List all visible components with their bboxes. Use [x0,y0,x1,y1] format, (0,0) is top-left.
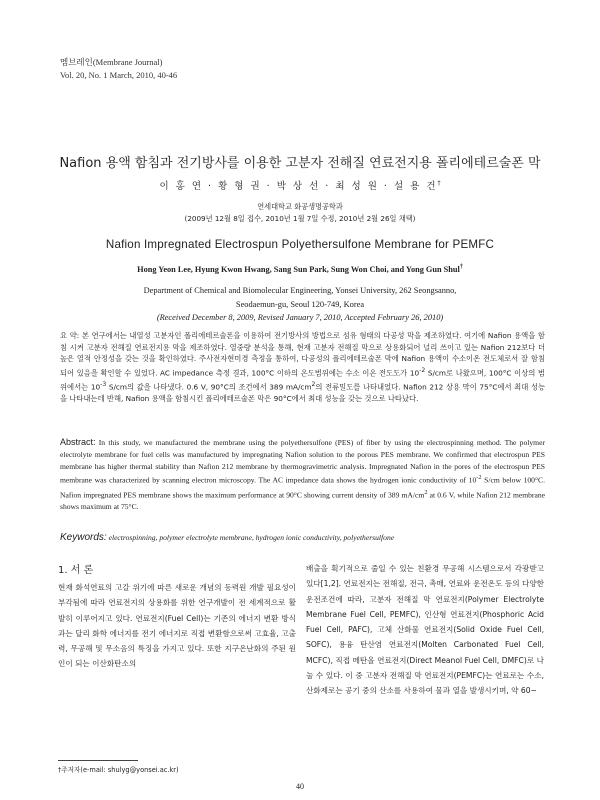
keywords-text: electrospinning, polymer electrolyte membrane, hydrogen ionic conductivity, polyethersulfone [106,533,395,542]
korean-author-mark: † [437,179,441,187]
footnote: †주저자(e-mail: shulyg@yonsei.ac.kr) [58,766,179,774]
english-abstract-text: In this study, we manufactured the membrane using the polyethersulfone (PES) of fiber by using the electrospinning method. The polymer electrolyte membrane for fuel cells was manufactured by impregnating Nafion solution to the porous PES membrane. We confirmed that electrospun PES membrane has higher thermal stability than Nafion 212 membrane by thermogravimetric analysis. Impregnated Nafion in the pores of the electrospun PES membrane was characterized by scanning electron microscopy. The AC impedance data shows the hydrogen ionic conductivity of 10 [60,438,545,485]
english-abstract-text2: S/cm below 100°C. Nafion impregnated PES membrane shows the maximum performance at 90°C showing current density of 389 mA/cm [60,475,545,500]
english-authors [40,264,560,274]
keywords-label: Keywords: [60,532,107,543]
english-author-mark: † [459,264,463,270]
english-abstract-label: Abstract: [60,437,96,447]
korean-title: Nafion 용액 함침과 전기방사를 이용한 고분자 전해질 연료전지용 폴리에테르술폰 막 [59,156,541,171]
english-title: Nafion Impregnated Electrospun Polyethersulfone Membrane for PEMFC [105,238,495,251]
english-affil-line1: Department of Chemical and Biomolecular Engineering, Yonsei University, 262 Seongsanno, [143,286,457,295]
journal-header [60,56,177,82]
korean-affiliation [40,201,560,225]
body-right-column: 배출을 획기적으로 줄일 수 있는 친환경 무공해 시스템으로서 각광받고 있다[1,2]. 연료전지는 전해질, 전극, 촉매, 연료와 운전온도 등의 다양한 운전조건에 따라, 고분자 전해질 막 연료전지(Polymer Electrolyte Membrane Fuel Cell, PEMFC), 인산형 연료전지(Phosphoric Acid Fuel Cell, PAFC), 고체 산화물 연료전지(Solid Oxide Fuel Cell, SOFC), 용융 탄산염 연료전지(Molten Carbonated Fuel Cell, MCFC), 직접 메탄올 연료전지(Direct Meanol Fuel Cell, DMFC)로 나눌 수 있다. 이 중 고분자 전해질 막 연료전지(PEMFC)는 연료로는 수소, 산화제로는 공기 중의 산소를 사용하여 물과 열을 발생시키며, 약 60~ [306,564,544,696]
footnote-rule [58,760,138,761]
korean-abstract-text2: S/cm로 나왔으며, 100°C 이상의 범위에서는 10 [60,368,545,392]
english-abstract-exp2: 2 [424,488,428,496]
korean-abstract-text: 본 연구에서는 내열성 고분자인 폴리에테르술폰을 이용하여 전기방사의 방법으로 섬유 형태의 다공성 막을 제조하였다. 여기에 Nafion 용액을 함침 시켜 고분자 전해질 연료전지용 막을 제조하였다. 열중량 분석을 통해, 현재 고분자 전해질 막으로 상용화되어 널리 쓰이고 있는 Nafion 212보다 더 높은 열적 안정성을 갖는 것을 확인하였다. 주사전자현미경 측정을 통하여, 다공성의 폴리에테르술폰 막에 Nafion 용액이 수소이온 전도체로서 잘 함침 되어 있음을 확인할 수 있었다. AC impedance 측정 결과, 100°C 이하의 온도범위에는 수소 이온 전도도가 10 [60,331,545,378]
keywords [60,532,545,543]
korean-abstract [60,330,545,404]
korean-abstract-exp3: 2 [311,380,316,388]
english-author-names: Hong Yeon Lee, Hyung Kwon Hwang, Sang Sun Park, Sung Won Choi, and Yong Gun Shul [137,264,460,274]
journal-issue: Vol. 20, No. 1 March, 2010, 40-46 [60,70,178,80]
korean-authors [40,178,560,192]
korean-department: 연세대학교 화공생명공학과 [257,202,343,211]
korean-abstract-exp1: -2 [419,366,426,374]
body-left-column: 현재 화석연료의 고갈 위기에 따른 새로운 개념의 동력원 개발 필요성이 부각됨에 따라 연료전지의 상용화를 위한 연구개발이 전 세계적으로 활발히 이루어지고 있다. 연료전지(Fuel Cell)는 기존의 에너지 변환 방식과는 달리 화학 에너지를 전기 에너지로 직접 변환함으로써 고효율, 고출력, 무공해 및 무소음의 특징을 가지고 있다. 또한 지구온난화의 주된 원인이 되는 이산화탄소의 [58,583,296,669]
journal-name: 멤브레인(Membrane Journal) [60,57,163,67]
english-affiliation [40,284,560,325]
english-abstract-text3: at 0.6 V, while Nafion 212 membrane shows maximum at 75°C. [60,490,545,512]
section-heading: 1. 서 론 [58,565,94,576]
page-number: 40 [296,782,304,791]
korean-abstract-text4: 의 전류밀도를 나타내었다. Nafion 212 상용 막이 75°C에서 최대 성능을 나타내는데 반해, Nafion 용액을 함침시킨 폴리에테르술폰 막은 90°C에서 최대 성능을 갖는 것으로 나타났다. [60,382,545,403]
english-abstract-exp1: -2 [476,474,482,482]
english-abstract [60,437,545,513]
korean-abstract-exp2: -3 [100,380,107,388]
korean-dates: (2009년 12월 8일 접수, 2010년 1월 7일 수정, 2010년 2월 26일 채택) [184,214,416,223]
korean-abstract-label: 요 약: [60,331,80,340]
english-received-dates: (Received December 8, 2009, Revised January 7, 2010, Accepted February 26, 2010) [156,313,444,322]
english-affil-line2: Seodaemun-gu, Seoul 120-749, Korea [235,299,365,309]
korean-author-names: 이 홍 연 · 황 형 권 · 박 상 선 · 최 성 원 · 설 용 건 [159,181,438,192]
korean-abstract-text3: S/cm의 값을 나타냈다. 0.6 V, 90°C의 조건에서 389 mA/cm [106,382,312,392]
